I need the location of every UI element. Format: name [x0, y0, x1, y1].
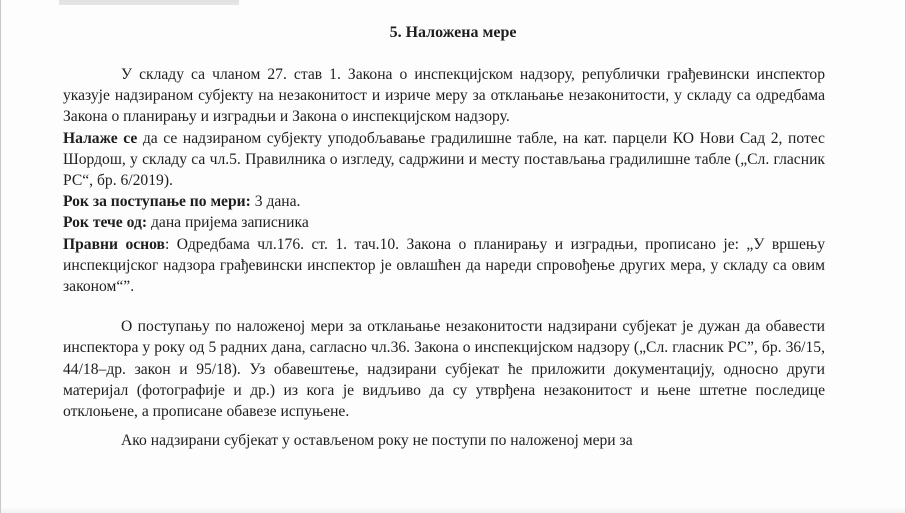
paragraph-intro: У складу са чланом 27. став 1. Закона о инспекцијском надзору, републички грађевински инспектор указује надзираном субјекту на незаконитост и изриче меру за отклањање незаконитости, у складу са одредбама Закона о планирању и изградњи и Закона о инспекцијском надзору. [63, 66, 825, 126]
legal-basis-text: : Одредбама чл.176. ст. 1. тач.10. Закона о планирању и изградњи, прописано је: „У вршењу инспекцијског надзора грађевински инспектор је овлашћен да нареди спровођење других мера, у складу са овим законом“”. [63, 235, 825, 296]
deadline-start-label: Рок тече од: [63, 214, 148, 232]
paragraph-legal-basis [63, 234, 825, 298]
legal-basis-label: Правни основ [63, 235, 165, 253]
order-label: Налаже се [63, 129, 138, 147]
paragraph-order [63, 128, 825, 192]
order-text: да се надзираном субјекту уподобљавање градилишне табле, на кат. парцели КО Нови Сад 2, потес Шордош, у складу са чл.5. Правилника о изгледу, садржини и месту постављања градилишне табле („Сл. гласник РС“, бр. 6/2019). [63, 129, 825, 190]
document-body [63, 64, 825, 451]
cropped-top-text [59, 0, 239, 5]
deadline-start-text: дана пријема записника [147, 214, 309, 232]
deadline-text: 3 дана. [250, 193, 301, 211]
page-bottom-shadow [1, 507, 905, 513]
paragraph-deadline [63, 191, 825, 212]
deadline-label: Рок за поступање по мери: [63, 193, 251, 211]
paragraph-gap [63, 297, 825, 316]
paragraph-deadline-start [63, 212, 825, 233]
paragraph-noncompliance: Ако надзирани субјекат у остављеном року не поступи по наложеној мери за [121, 432, 633, 450]
section-heading: 5. Наложена мере [389, 24, 517, 41]
paragraph-notification: О поступању по наложеној мери за отклањање незаконитости надзирани субјекат је дужан да обавести инспектора у року од 5 радних дана, сагласно чл.36. Закона о инспекцијском надзору („Сл. гласник РС”, бр. 36/15, 44/18–др. закон и 95/18). Уз обавештење, надзирани субјекат ће приложити документацију, односно други материјал (фотографије и др.) из кога је видљиво да су утврђена незаконитост и њене штетне последице отклоњене, а прописане обавезе испуњене. [63, 318, 825, 421]
